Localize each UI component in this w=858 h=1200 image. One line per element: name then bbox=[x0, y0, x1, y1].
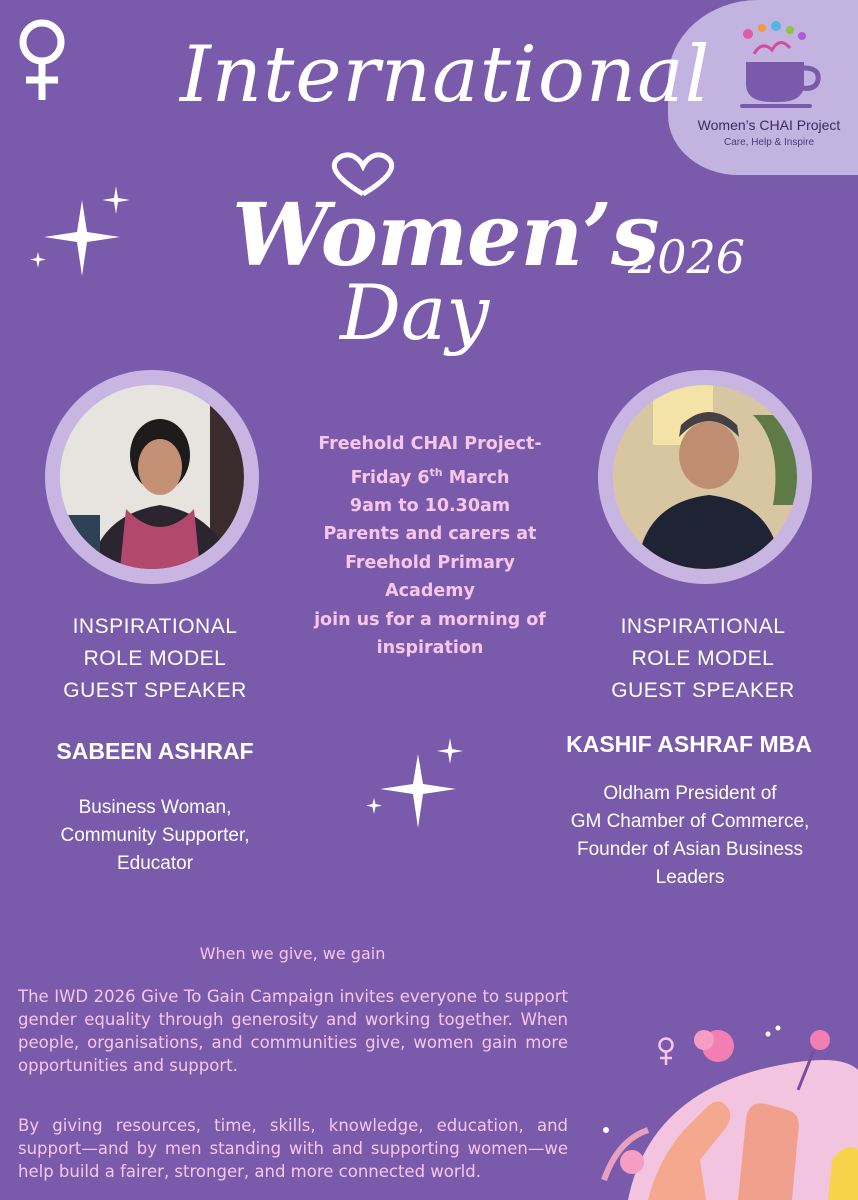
speaker-bio: Oldham President of GM Chamber of Commerce, Founder of Asian Business Leaders bbox=[570, 783, 810, 888]
event-line: Freehold Primary bbox=[345, 552, 515, 573]
hands-flowers-illustration bbox=[588, 1010, 858, 1200]
headline-day: Day bbox=[340, 268, 490, 357]
headline-international: International bbox=[180, 30, 711, 120]
speaker-photo-sabeen bbox=[60, 385, 244, 569]
logo-name: Women’s CHAI Project bbox=[697, 117, 841, 133]
speaker-photo-kashif bbox=[613, 385, 797, 569]
event-date: Friday 6th March bbox=[350, 465, 510, 488]
event-details bbox=[300, 430, 560, 663]
speaker-role: INSPIRATIONAL ROLE MODEL GUEST SPEAKER bbox=[611, 615, 795, 702]
event-line: Parents and carers at bbox=[323, 524, 537, 545]
event-line: Academy bbox=[385, 581, 475, 602]
venus-symbol-icon bbox=[14, 14, 70, 102]
headline-womens: Women’s bbox=[232, 185, 659, 286]
speaker-photo-frame bbox=[45, 370, 259, 584]
logo-tagline: Care, Help & Inspire bbox=[723, 137, 815, 148]
speaker-role: INSPIRATIONAL ROLE MODEL GUEST SPEAKER bbox=[63, 615, 247, 702]
venus-symbol-icon bbox=[656, 1036, 676, 1066]
event-line: inspiration bbox=[376, 638, 484, 659]
sparkle-icon bbox=[362, 736, 472, 836]
campaign-paragraph: The IWD 2026 Give To Gain Campaign invites everyone to support gender equality through generosity and working together. When people, organisations, and communities give, women gain more opportunities and support. bbox=[18, 987, 568, 1075]
campaign-tagline: When we give, we gain bbox=[199, 944, 386, 963]
chai-cup-icon bbox=[728, 18, 828, 114]
speaker-photo-frame bbox=[598, 370, 812, 584]
event-time: 9am to 10.30am bbox=[349, 495, 511, 516]
event-line: join us for a morning of bbox=[314, 609, 546, 630]
event-line: Freehold CHAI Project- bbox=[318, 434, 542, 454]
campaign-paragraph: By giving resources, time, skills, knowledge, education, and support—and by men standing with and supporting women—we help build a fairer, stronger, and more connected world. bbox=[18, 1116, 568, 1181]
speaker-name: KASHIF ASHRAF MBA bbox=[566, 731, 812, 757]
sparkle-icon bbox=[30, 180, 140, 280]
headline-year: 2026 bbox=[628, 230, 746, 284]
speaker-bio: Business Woman, Community Supporter, Educator bbox=[60, 797, 250, 874]
speaker-name: SABEEN ASHRAF bbox=[56, 738, 254, 764]
